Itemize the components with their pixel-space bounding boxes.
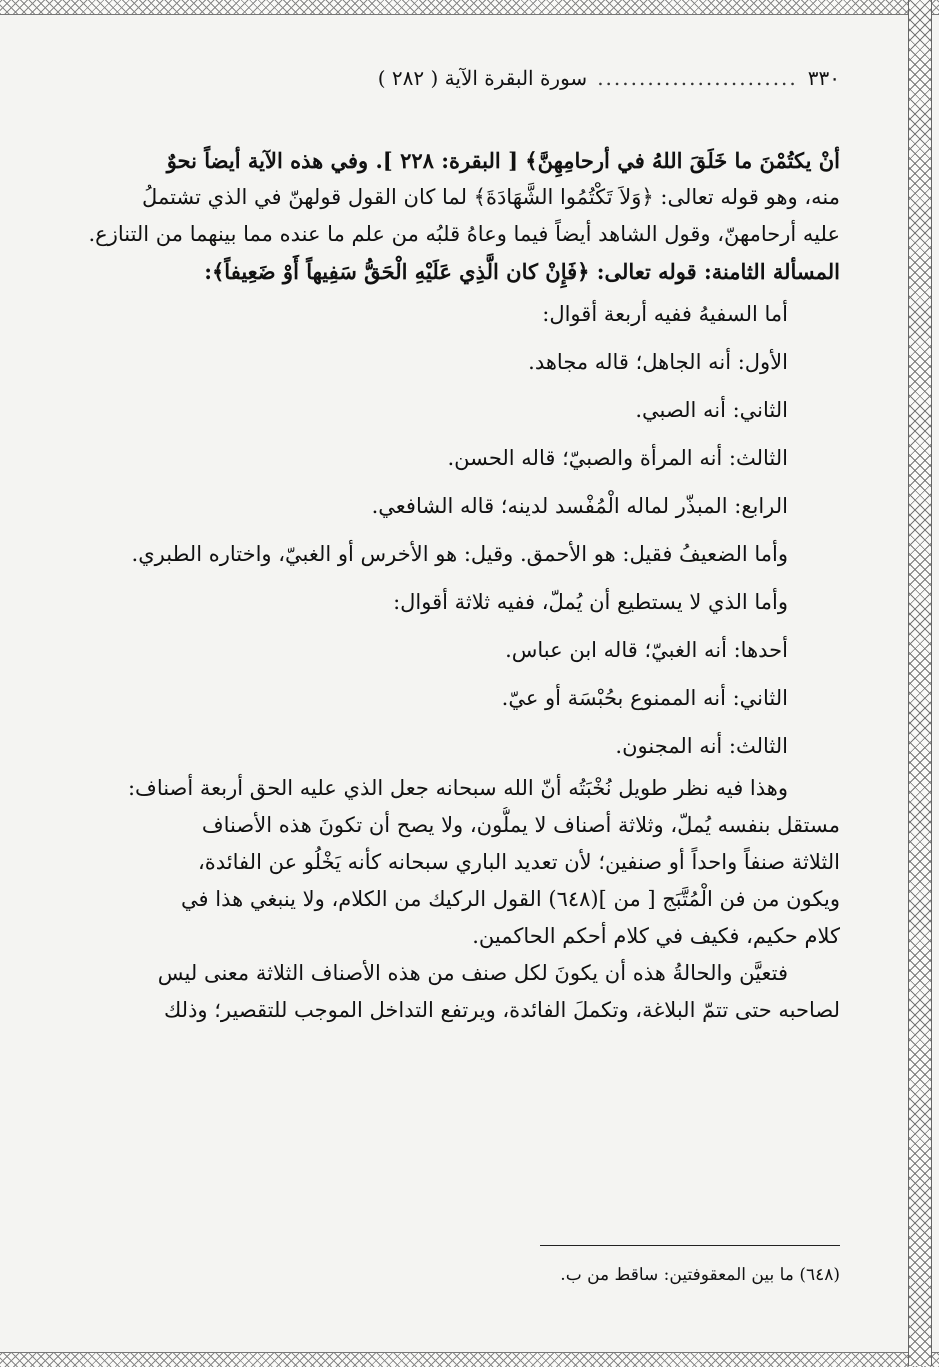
text-line: مستقل بنفسه يُملّ، وثلاثة أصناف لا يملُّون، ولا يصح أن تكونَ هذه الأصناف (201, 813, 840, 837)
text-line: أحدها: أنه الغبيّ؛ قاله ابن عباس. (505, 638, 788, 662)
running-header (70, 60, 840, 96)
text-line: الثلاثة صنفاً واحداً أو صنفين؛ لأن تعديد الباري سبحانه كأنه يَخْلُو عن الفائدة، (198, 850, 840, 874)
text-line: الثاني: أنه الصبي. (635, 398, 788, 422)
ornamental-border-top (0, 0, 939, 15)
text-line: لصاحبه حتى تتمّ البلاغة، وتكملَ الفائدة، ويرتفع التداخل الموجب للتقصير؛ وذلك (163, 998, 840, 1022)
footnote-divider (540, 1245, 840, 1246)
text-line: الثالث: أنه المجنون. (615, 734, 788, 758)
text-line: ويكون من فن الْمُتَّبَج [ من ](٦٤٨) القول الركيك من الكلام، ولا ينبغي هذا في (181, 887, 840, 911)
text-line: عليه أرحامهنّ، وقول الشاهد أيضاً فيما وعاهُ قلبُه من علم ما عنده مما بينهما من التنازع. (88, 222, 840, 246)
text-line: أنْ يكتُمْنَ ما خَلَقَ اللهُ في أرحامِهِنَّ﴾ [ البقرة: ٢٢٨ ]. وفي هذه الآية أيضاً نحوٌ (166, 148, 840, 173)
text-line: أما السفيهُ ففيه أربعة أقوال: (542, 302, 788, 326)
book-page (70, 60, 840, 1330)
text-line: منه، وهو قوله تعالى: ﴿وَلاَ تَكْتُمُوا الشَّهَادَةَ﴾ لما كان القول قولهنّ في الذي تشتملُ (142, 185, 840, 209)
text-line: وأما الذي لا يستطيع أن يُملّ، ففيه ثلاثة أقوال: (393, 590, 788, 614)
ornamental-border-right (908, 0, 932, 1366)
text-line: وهذا فيه نظر طويل نُخْبَتُه أنّ الله سبحانه جعل الذي عليه الحق أربعة أصناف: (127, 776, 788, 800)
section-heading: المسألة الثامنة: قوله تعالى: ﴿فَإِنْ كان الَّذِي عَلَيْهِ الْحَقُّ سَفِيهاً أَوْ ضَعِيفاً﴾: (204, 259, 840, 284)
footnote: (٦٤٨) ما بين المعقوفتين: ساقط من ب. (560, 1265, 840, 1285)
text-line: الثاني: أنه الممنوع بحُبْسَة أو عيّ. (501, 686, 788, 710)
header-dots: ........................ (597, 66, 798, 90)
header-left-group (378, 66, 840, 90)
main-text (70, 142, 840, 1029)
surah-title: سورة البقرة الآية ( ٢٨٢ ) (377, 66, 588, 90)
text-line: الرابع: المبذّر لماله الْمُفْسد لدينه؛ قاله الشافعي. (371, 494, 788, 518)
page-number: ٣٣٠ (807, 66, 840, 90)
text-line: الثالث: أنه المرأة والصبيّ؛ قاله الحسن. (447, 446, 788, 470)
text-line: فتعيَّن والحالةُ هذه أن يكونَ لكل صنف من هذه الأصناف الثلاثة معنى ليس (157, 961, 788, 985)
text-line: الأول: أنه الجاهل؛ قاله مجاهد. (528, 350, 788, 374)
text-line: وأما الضعيفُ فقيل: هو الأحمق. وقيل: هو الأخرس أو الغبيّ، واختاره الطبري. (131, 542, 788, 566)
text-line: كلام حكيم، فكيف في كلام أحكم الحاكمين. (472, 924, 840, 948)
ornamental-border-bottom (0, 1352, 939, 1367)
